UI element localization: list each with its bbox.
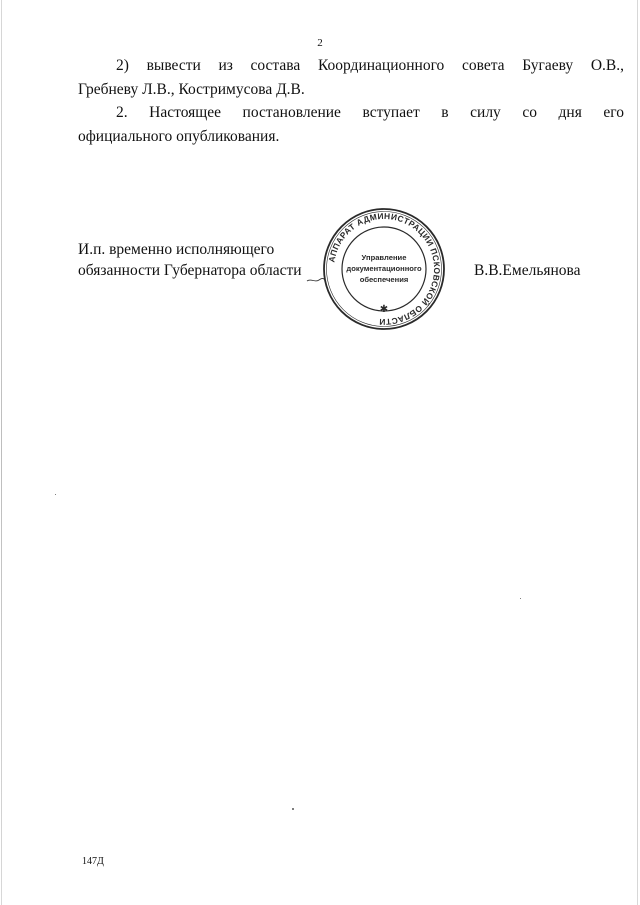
scan-edge-right <box>637 0 638 905</box>
document-code: 147Д <box>82 856 104 867</box>
seal-center-line-3: обеспечения <box>359 275 409 284</box>
scan-speck <box>292 808 294 810</box>
seal-center-text <box>344 252 424 285</box>
clause-2-line-1: 2. Настоящее постановление вступает в силу со дня его <box>116 104 624 121</box>
seal-center-line-1: Управление <box>361 253 407 262</box>
item-2-line-1: 2) вывести из состава Координационного совета Бугаеву О.В., <box>116 57 624 74</box>
official-seal <box>322 207 446 331</box>
seal-star-icon: ✱ <box>379 304 389 315</box>
scan-edge-left <box>1 0 2 905</box>
seal-center-line-2: документационного <box>346 264 422 273</box>
clause-2-line-2: официального опубликования. <box>78 128 280 145</box>
item-2-line-2: Гребневу Л.В., Костримусова Д.В. <box>78 81 305 98</box>
signatory-title-line-1: И.п. временно исполняющего <box>78 241 275 258</box>
seal-ring-textpath: АППАРАТ АДМИНИСТРАЦИИ ПСКОВСКОЙ ОБЛАСТИ <box>326 210 443 328</box>
signatory-title-line-2: обязанности Губернатора области <box>78 262 302 279</box>
signatory-name: В.В.Емельянова <box>474 262 581 279</box>
signatory-title <box>78 239 302 281</box>
scan-speck <box>520 598 521 599</box>
scan-speck <box>55 494 56 495</box>
page-number: 2 <box>317 37 323 49</box>
